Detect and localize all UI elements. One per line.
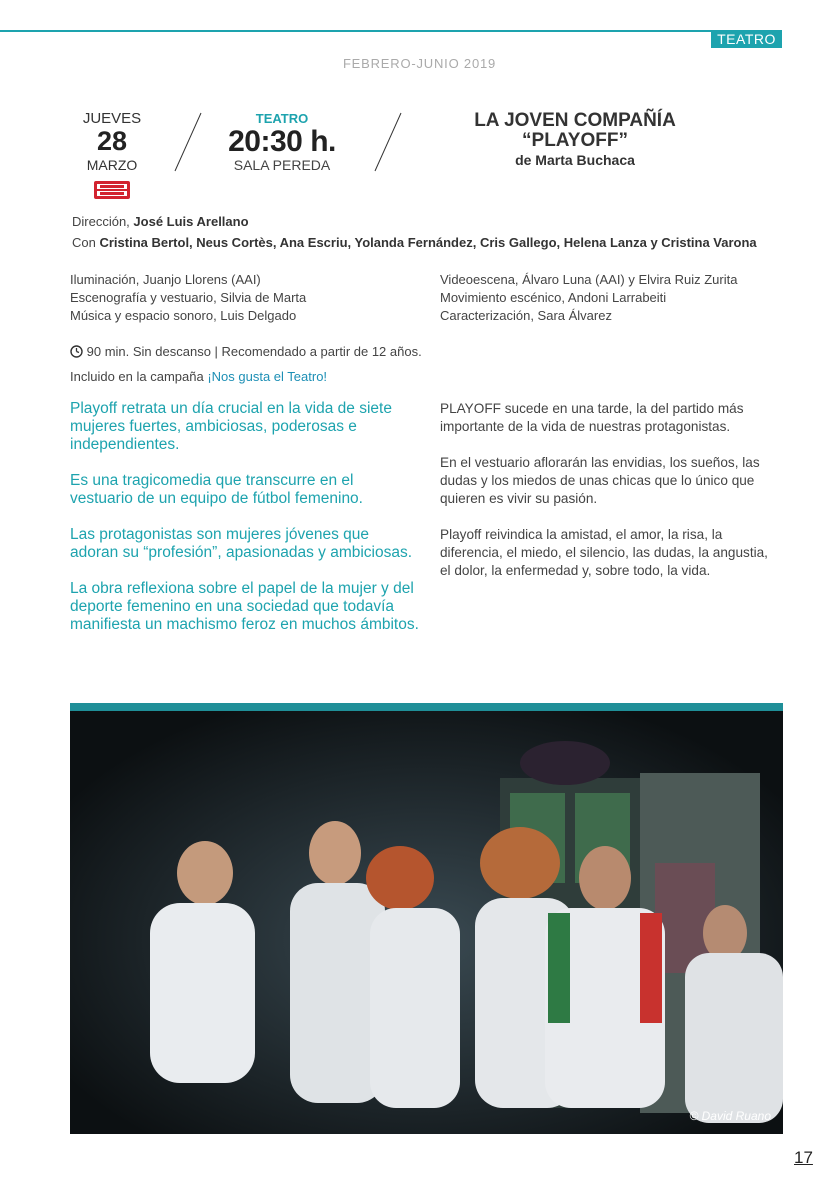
- start-time: 20:30 h.: [228, 125, 336, 158]
- technical-credit: Videoescena, Álvaro Luna (AAI) y Elvira Ruiz Zurita: [440, 272, 738, 287]
- technical-credit: Caracterización, Sara Álvarez: [440, 308, 612, 323]
- event-category: TEATRO: [255, 111, 309, 126]
- lead-paragraph: Playoff retrata un día crucial en la vida de siete mujeres fuertes, ambiciosas, poderosas e independientes.: [70, 400, 392, 453]
- divider-slash: [373, 112, 403, 172]
- cast-credit: Con Cristina Bertol, Neus Cortès, Ana Escriu, Yolanda Fernández, Cris Gallego, Helena Lanza y Cristina Varona: [72, 235, 757, 250]
- section-tag: TEATRO: [711, 31, 782, 48]
- event-title: [440, 111, 710, 169]
- day-number: 28: [96, 126, 128, 156]
- clock-icon: [70, 345, 83, 358]
- technical-credit: Música y espacio sonoro, Luis Delgado: [70, 308, 297, 323]
- day-name: JUEVES: [82, 110, 142, 127]
- campaign-info: Incluido en la campaña ¡Nos gusta el Teatro!: [70, 369, 328, 384]
- direction-credit: Dirección, José Luis Arellano: [72, 214, 249, 229]
- cast-names: Cristina Bertol, Neus Cortès, Ana Escriu, Yolanda Fernández, Cris Gallego, Helena Lanza y Cristina Varona: [99, 235, 757, 250]
- venue-room: SALA PEREDA: [233, 157, 331, 173]
- lead-column: [70, 400, 420, 652]
- photo-top-bar: [70, 703, 783, 711]
- event-time: [224, 111, 340, 173]
- director-name: José Luis Arellano: [133, 214, 249, 229]
- body-paragraph: En el vestuario aflorarán las envidias, los sueños, las dudas y los miedos de unas chicas que lo único que quieren es vivir su pasión.: [440, 455, 760, 506]
- technical-credits-left: [70, 271, 306, 325]
- campaign-link[interactable]: ¡Nos gusta el Teatro!: [207, 369, 328, 384]
- production-photo: [70, 703, 783, 1134]
- technical-credit: Escenografía y vestuario, Silvia de Marta: [70, 290, 307, 305]
- play-author: de Marta Buchaca: [515, 152, 635, 168]
- body-column: [440, 400, 780, 598]
- month: MARZO: [86, 157, 138, 173]
- lead-paragraph: Las protagonistas son mujeres jóvenes que adoran su “profesión”, apasionadas y ambiciosas.: [70, 526, 413, 561]
- top-rule: [0, 30, 782, 32]
- event-date: [80, 110, 144, 174]
- divider-slash: [173, 112, 203, 172]
- stage-scene-illustration: [70, 703, 783, 1134]
- photo-credit: © David Ruano: [689, 1109, 771, 1123]
- technical-credits-right: [440, 271, 737, 325]
- season-dates: FEBRERO-JUNIO 2019: [342, 56, 497, 71]
- company-name: LA JOVEN COMPAÑÍA: [474, 110, 676, 131]
- duration-text: 90 min. Sin descanso | Recomendado a partir de 12 años.: [86, 344, 422, 359]
- body-paragraph: Playoff reivindica la amistad, el amor, la risa, la diferencia, el miedo, el silencio, las dudas, la angustia, el dolor, la enfermedad y, sobre todo, la vida.: [440, 527, 768, 578]
- body-paragraph: PLAYOFF sucede en una tarde, la del partido más importante de la vida de nuestras protagonistas.: [440, 401, 744, 434]
- lead-paragraph: Es una tragicomedia que transcurre en el vestuario de un equipo de fútbol femenino.: [70, 472, 363, 507]
- duration-info: [70, 344, 422, 359]
- page-number: 17: [794, 1148, 813, 1167]
- technical-credit: Iluminación, Juanjo Llorens (AAI): [70, 272, 261, 287]
- technical-credit: Movimiento escénico, Andoni Larrabeiti: [440, 290, 667, 305]
- espacio-joven-logo: [94, 181, 130, 199]
- play-title: “PLAYOFF”: [522, 130, 628, 151]
- lead-paragraph: La obra reflexiona sobre el papel de la mujer y del deporte femenino en una sociedad que todavía manifiesta un machismo feroz en muchos ámbitos.: [70, 580, 419, 633]
